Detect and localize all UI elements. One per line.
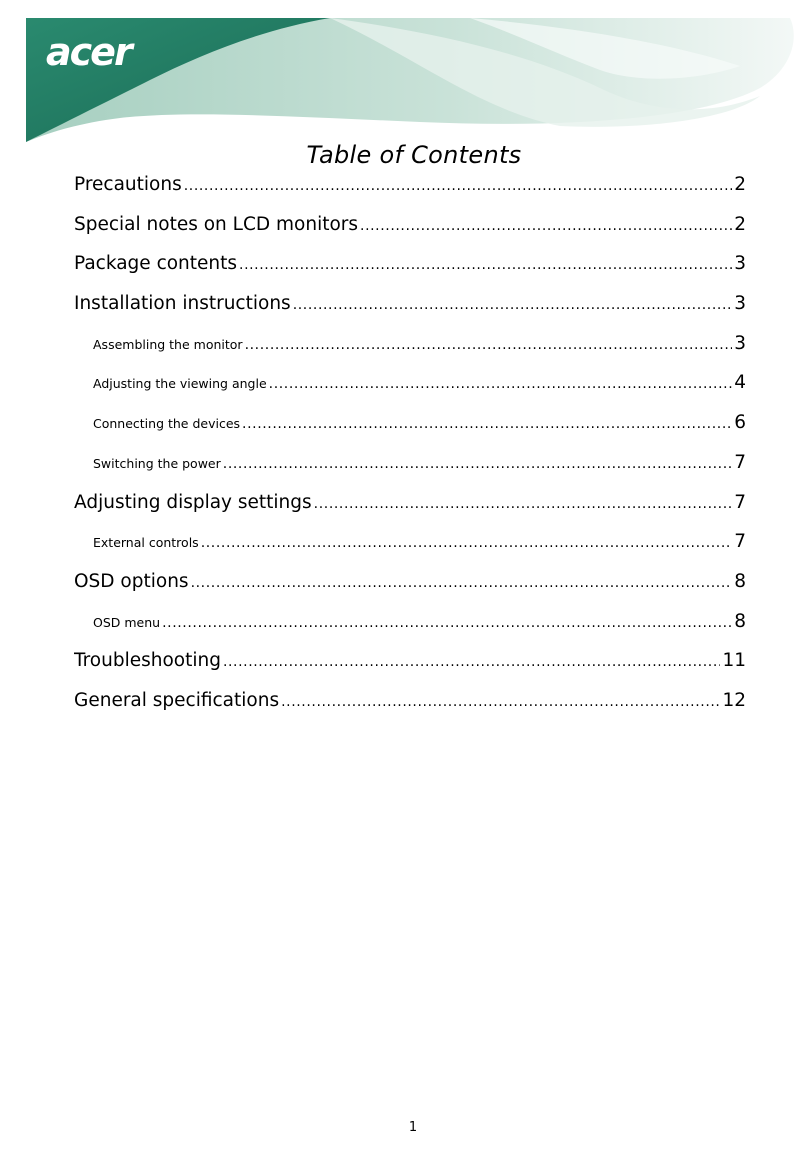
toc-entry[interactable] (74, 522, 746, 562)
toc-entry-label: Precautions (74, 174, 182, 195)
toc-entry-page: 12 (722, 689, 746, 711)
toc-entry-page: 8 (734, 570, 746, 592)
toc-entry-label: General specifications (74, 689, 280, 711)
toc-entry[interactable] (74, 205, 746, 245)
toc-dot-leader (360, 207, 732, 245)
banner-wave-graphic (0, 0, 808, 150)
toc-entry-label: Adjusting the viewing angle (93, 376, 267, 392)
toc-entry-page: 7 (734, 451, 746, 473)
toc-title: Table of Contents (306, 141, 522, 169)
toc-entry[interactable] (74, 602, 746, 642)
toc-dot-leader (223, 643, 721, 681)
toc-entry-page: 11 (722, 650, 746, 672)
toc-entry-page: 2 (734, 174, 746, 195)
toc-dot-leader (293, 286, 733, 324)
toc-list (74, 165, 746, 721)
acer-logo: acer (46, 30, 131, 74)
toc-entry[interactable] (74, 403, 746, 443)
toc-entry[interactable] (74, 483, 746, 523)
toc-entry-page: 2 (734, 213, 746, 235)
header-banner (0, 0, 808, 150)
toc-entry[interactable] (74, 681, 746, 721)
toc-entry-page: 7 (734, 531, 746, 553)
toc-entry-page: 3 (734, 332, 746, 354)
toc-entry-label: Connecting the devices (93, 416, 241, 432)
toc-entry[interactable] (74, 165, 746, 205)
toc-entry[interactable] (74, 641, 746, 681)
toc-entry-label: OSD menu (93, 614, 161, 630)
toc-dot-leader (191, 564, 733, 602)
toc-entry-page: 3 (734, 293, 746, 315)
toc-entry-label: External controls (93, 535, 199, 551)
toc-entry-label: Assembling the monitor (93, 336, 243, 352)
toc-dot-leader (162, 604, 732, 642)
toc-entry[interactable] (74, 324, 746, 364)
toc-entry-label: Special notes on LCD monitors (74, 213, 359, 235)
toc-dot-leader (281, 683, 720, 721)
toc-dot-leader (223, 445, 732, 483)
toc-entry-label: Switching the power (93, 455, 221, 471)
toc-entry-page: 3 (734, 253, 746, 275)
toc-entry-label: OSD options (74, 570, 189, 592)
toc-entry-page: 6 (734, 412, 746, 434)
toc-dot-leader (314, 485, 733, 523)
toc-dot-leader (184, 167, 732, 205)
toc-entry-page: 4 (734, 372, 746, 394)
toc-entry[interactable] (74, 443, 746, 483)
toc-entry-label: Adjusting display settings (74, 491, 312, 513)
toc-entry-page: 8 (734, 610, 746, 632)
toc-entry-label: Troubleshooting (74, 650, 221, 672)
toc-entry[interactable] (74, 244, 746, 284)
toc-entry[interactable] (74, 363, 746, 403)
page-number: 1 (408, 1120, 418, 1135)
toc-dot-leader (269, 365, 733, 403)
toc-entry-label: Package contents (74, 253, 238, 275)
toc-dot-leader (201, 524, 733, 562)
toc-dot-leader (242, 405, 732, 443)
toc-dot-leader (239, 246, 732, 284)
toc-dot-leader (245, 326, 733, 364)
toc-entry[interactable] (74, 284, 746, 324)
toc-entry[interactable] (74, 562, 746, 602)
toc-entry-page: 7 (734, 491, 746, 513)
toc-entry-label: Installation instructions (74, 293, 291, 315)
